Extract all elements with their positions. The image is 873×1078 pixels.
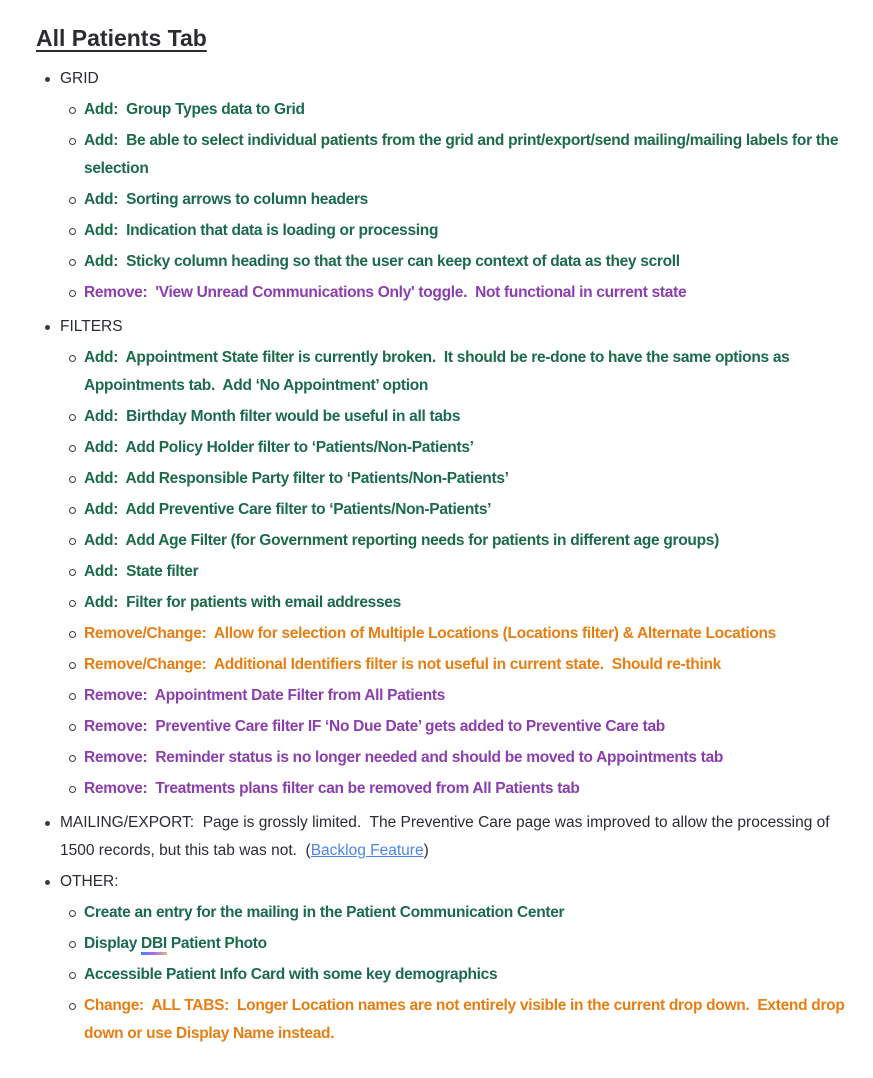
bullet-circle-icon <box>60 344 84 400</box>
item-add-text: Add: Birthday Month filter would be useful in all tabs <box>84 408 461 425</box>
bullet-circle-icon <box>60 434 84 462</box>
bullet-circle-icon <box>60 992 84 1048</box>
item-add-text: Add: Add Policy Holder filter to ‘Patients/Non-Patients’ <box>84 439 474 456</box>
bullet-circle-icon <box>60 527 84 555</box>
list-item <box>60 713 847 741</box>
item-add-text: Add: Filter for patients with email addresses <box>84 594 401 611</box>
bullet-circle-icon <box>60 558 84 586</box>
item-remove-text: Remove: 'View Unread Communications Only' toggle. Not functional in current state <box>84 284 687 301</box>
section-grid <box>36 65 847 310</box>
item-add-text: Add: Sorting arrows to column headers <box>84 191 368 208</box>
list-item <box>60 558 847 586</box>
item-add-text: Add: Indication that data is loading or processing <box>84 222 439 239</box>
bullet-circle-icon <box>60 682 84 710</box>
item-add-text: Add: Add Preventive Care filter to ‘Patients/Non-Patients’ <box>84 501 492 518</box>
item-remove-change-text: Remove/Change: Allow for selection of Multiple Locations (Locations filter) & Alternate Locations <box>84 625 776 642</box>
item-change-text: Change: ALL TABS: Longer Location names are not entirely visible in the current drop down. Extend drop down or use Display Name instead. <box>84 997 849 1042</box>
list-item <box>60 620 847 648</box>
section-mailing-export <box>36 809 847 865</box>
list-item <box>60 589 847 617</box>
bullet-dot-icon <box>36 313 60 806</box>
bullet-circle-icon <box>60 589 84 617</box>
list-item <box>60 682 847 710</box>
list-item <box>60 96 847 124</box>
list-item <box>60 344 847 400</box>
bullet-circle-icon <box>60 651 84 679</box>
dbi-text-after: Patient Photo <box>166 935 267 952</box>
list-item <box>60 434 847 462</box>
bullet-circle-icon <box>60 279 84 307</box>
list-item <box>60 465 847 493</box>
item-display-dbi <box>84 930 267 958</box>
section-label-filters: FILTERS <box>60 318 123 335</box>
other-items <box>60 899 847 1048</box>
item-add-text: Add: State filter <box>84 563 199 580</box>
dbi-text-before: Display <box>84 935 142 952</box>
note-text-after-link: ) <box>423 842 429 859</box>
bullet-circle-icon <box>60 496 84 524</box>
bullet-circle-icon <box>60 744 84 772</box>
list-item <box>60 775 847 803</box>
list-item <box>60 279 847 307</box>
bullet-dot-icon <box>36 809 60 865</box>
item-remove-change-text: Remove/Change: Additional Identifiers filter is not useful in current state. Should re-think <box>84 656 721 673</box>
bullet-dot-icon <box>36 868 60 1051</box>
list-item <box>60 961 847 989</box>
bullet-circle-icon <box>60 620 84 648</box>
bullet-circle-icon <box>60 127 84 183</box>
list-item <box>60 527 847 555</box>
bullet-circle-icon <box>60 961 84 989</box>
item-remove-text: Remove: Preventive Care filter IF ‘No Due Date’ gets added to Preventive Care tab <box>84 718 665 735</box>
list-item <box>60 248 847 276</box>
bullet-circle-icon <box>60 248 84 276</box>
bullet-circle-icon <box>60 96 84 124</box>
list-item <box>60 127 847 183</box>
item-add-text: Add: Group Types data to Grid <box>84 101 305 118</box>
list-item <box>60 744 847 772</box>
item-add-text: Add: Sticky column heading so that the user can keep context of data as they scroll <box>84 253 680 270</box>
section-other <box>36 868 847 1051</box>
list-item <box>60 217 847 245</box>
section-filters <box>36 313 847 806</box>
item-remove-text: Remove: Appointment Date Filter from All Patients <box>84 687 446 704</box>
section-label-other: OTHER: <box>60 873 119 890</box>
bullet-circle-icon <box>60 899 84 927</box>
item-add-text: Add: Add Age Filter (for Government reporting needs for patients in different age groups) <box>84 532 719 549</box>
list-item <box>60 496 847 524</box>
filters-items <box>60 344 847 803</box>
bullet-circle-icon <box>60 403 84 431</box>
item-add-text: Add: Be able to select individual patients from the grid and print/export/send mailing/mailing labels for the selection <box>84 132 843 177</box>
bullet-circle-icon <box>60 217 84 245</box>
bullet-circle-icon <box>60 465 84 493</box>
list-item <box>60 403 847 431</box>
page-title: All Patients Tab <box>36 25 207 51</box>
item-remove-text: Remove: Reminder status is no longer needed and should be moved to Appointments tab <box>84 749 724 766</box>
list-item <box>60 930 847 958</box>
bullet-circle-icon <box>60 775 84 803</box>
grid-items <box>60 96 847 307</box>
item-add-text: Add: Add Responsible Party filter to ‘Patients/Non-Patients’ <box>84 470 509 487</box>
bullet-circle-icon <box>60 930 84 958</box>
mailing-export-note <box>60 809 847 865</box>
bullet-dot-icon <box>36 65 60 310</box>
item-add-text: Accessible Patient Info Card with some key demographics <box>84 966 498 983</box>
item-add-text: Add: Appointment State filter is currently broken. It should be re-done to have the same options as Appointments tab. Add ‘No Appointment’ option <box>84 349 793 394</box>
list-item <box>60 186 847 214</box>
list-item <box>60 899 847 927</box>
section-label-grid: GRID <box>60 70 99 87</box>
item-add-text: Create an entry for the mailing in the Patient Communication Center <box>84 904 565 921</box>
list-item <box>60 651 847 679</box>
backlog-feature-link[interactable]: Backlog Feature <box>310 842 424 859</box>
bullet-circle-icon <box>60 186 84 214</box>
dbi-suggestion-term[interactable]: DBI <box>141 935 167 955</box>
item-remove-text: Remove: Treatments plans filter can be removed from All Patients tab <box>84 780 580 797</box>
outline-list <box>36 65 847 1051</box>
bullet-circle-icon <box>60 713 84 741</box>
note-text-before-link: MAILING/EXPORT: Page is grossly limited. The Preventive Care page was improved to allow the processing of 1500 records, but this tab was not. ( <box>60 814 834 859</box>
list-item <box>60 992 847 1048</box>
